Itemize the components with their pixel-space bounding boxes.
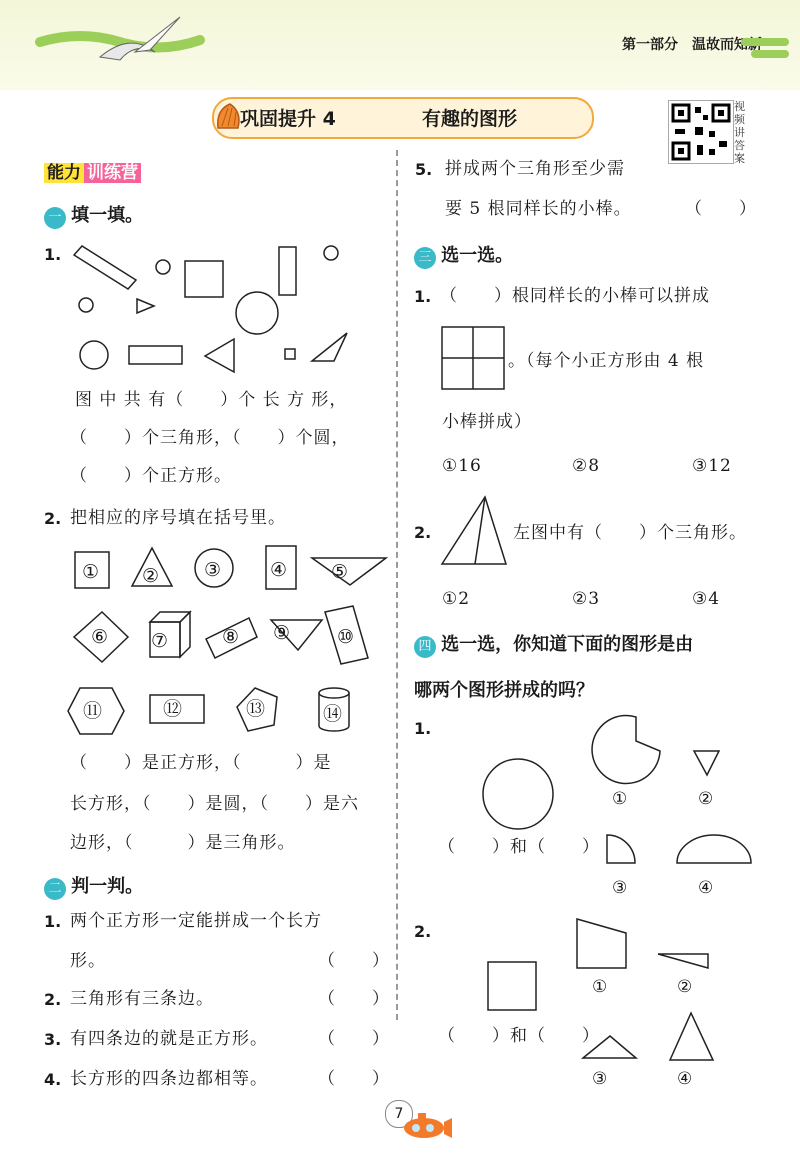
s1-q1-number: 1.: [44, 245, 62, 264]
section3-title: 选一选。: [441, 245, 514, 266]
lesson-title: 有趣的图形: [422, 108, 518, 130]
s3-q1-option3[interactable]: ③12: [692, 456, 732, 476]
s3-q2-option1[interactable]: ①2: [442, 589, 471, 609]
s3-q2-number: 2.: [414, 523, 432, 542]
part-label: 第一部分 温故而知新: [622, 37, 762, 53]
section1-title: 填一填。: [71, 205, 144, 226]
pacman-shape: [592, 716, 660, 784]
s1-q1-shapes: [70, 240, 380, 375]
trapezoid-piece: [577, 919, 626, 968]
submarine-icon: [402, 1110, 452, 1140]
square-large: [185, 261, 223, 297]
ability-tag: [44, 158, 141, 182]
s2-item5-text: 拼成两个三角形至少需: [445, 159, 625, 179]
arrow-triangle: [205, 339, 234, 372]
s1-q2-text: 把相应的序号填在括号里。: [70, 508, 286, 528]
s1-q2-line3: 边形，（ ）是三角形。: [70, 833, 296, 853]
s4-q2-label1: ①: [592, 977, 609, 997]
sector-shape: [694, 751, 719, 775]
qr-caption: 视频讲答案: [734, 100, 745, 165]
s3-q1-option1[interactable]: ①16: [442, 456, 482, 476]
s2-item1-blank[interactable]: （ ）: [318, 951, 390, 971]
s2-item3-text: 有四条边的就是正方形。: [70, 1029, 268, 1049]
section1-heading: [44, 201, 143, 229]
s4-q2-blank[interactable]: （ ）和（ ）: [438, 1026, 600, 1046]
s3-q1-option2[interactable]: ②8: [572, 456, 601, 476]
square-figure: [488, 962, 536, 1010]
s4-q1-number: 1.: [414, 719, 432, 738]
s4-q1-label3: ③: [612, 878, 629, 898]
s3-q2-option3[interactable]: ③4: [692, 589, 721, 609]
shape-label-2: ②: [142, 565, 161, 587]
s2-item3-blank[interactable]: （ ）: [318, 1029, 390, 1049]
s2-item1-text: 两个正方形一定能拼成一个长方: [70, 911, 322, 931]
small-triangle: [137, 299, 154, 313]
shape-label-11: ⑪: [83, 700, 104, 722]
s2-item2-blank[interactable]: （ ）: [318, 989, 390, 1009]
tiny-circle: [79, 298, 93, 312]
section4-badge: 四: [414, 636, 436, 658]
seagull-illustration: [40, 12, 190, 82]
tall-rectangle: [279, 247, 296, 295]
shape-label-9: ⑨: [273, 622, 292, 644]
section2-heading: [44, 872, 143, 900]
s2-item2-number: 2.: [44, 990, 62, 1009]
tiny-square: [285, 349, 295, 359]
slanted-triangle: [312, 333, 347, 361]
shape-label-5: ⑤: [331, 561, 350, 583]
thin-triangle: [658, 954, 708, 968]
s4-q2-label3: ③: [592, 1069, 609, 1089]
qr-pattern-icon: [669, 101, 733, 163]
s2-item2-text: 三角形有三条边。: [70, 989, 214, 1009]
section1-badge: 一: [44, 207, 66, 229]
section4-title-line1: 选一选，你知道下面的图形是由: [441, 634, 694, 655]
wide-rectangle: [129, 346, 182, 364]
s2-item5-number: 5.: [415, 160, 433, 179]
s4-q1-label1: ①: [612, 789, 629, 809]
s3-q2-text: 左图中有（ ）个三角形。: [513, 523, 747, 543]
tall-triangle: [670, 1013, 713, 1060]
s4-q2-label2: ②: [677, 977, 694, 997]
s1-q2-line1: （ ）是正方形，（ ）是: [70, 753, 332, 773]
s4-q2-label4: ④: [677, 1069, 694, 1089]
s3-q1-number: 1.: [414, 287, 432, 306]
s2-item4-blank[interactable]: （ ）: [318, 1069, 390, 1089]
s2-item1-number: 1.: [44, 912, 62, 931]
ability-label-b: 训练营: [84, 163, 141, 183]
big-circle: [236, 292, 278, 334]
shape-label-14: ⑭: [323, 703, 344, 725]
section2-title: 判一判。: [71, 876, 144, 897]
full-circle: [483, 759, 553, 829]
s3-q1-line2: 。（每个小正方形由 4 根: [508, 351, 705, 371]
s4-q1-label4: ④: [698, 878, 715, 898]
shape-label-10: ⑩: [337, 626, 356, 648]
s2-item1-text2: 形。: [70, 951, 106, 971]
s4-q1-blank[interactable]: （ ）和（ ）: [438, 837, 600, 857]
s1-q1-line1: 图 中 共 有（ ）个 长 方 形，: [75, 390, 348, 410]
s4-q1-label2: ②: [698, 789, 715, 809]
shape-label-6: ⑥: [91, 626, 110, 648]
s1-q2-number: 2.: [44, 509, 62, 528]
s2-item5-text2: 要 5 根同样长的小棒。: [445, 199, 632, 219]
s2-item3-number: 3.: [44, 1030, 62, 1049]
s1-q1-line3: （ ）个正方形。: [70, 466, 232, 486]
section4-heading: [414, 630, 693, 658]
shape-label-3: ③: [204, 559, 223, 581]
quarter-circle: [607, 835, 635, 863]
leaf-decoration: [745, 34, 785, 64]
s3-q1-line1: （ ）根同样长的小棒可以拼成: [440, 286, 710, 306]
small-circle-2: [324, 246, 338, 260]
small-circle: [156, 260, 170, 274]
s3-q2-option2[interactable]: ②3: [572, 589, 601, 609]
section2-badge: 二: [44, 878, 66, 900]
s3-q1-line3: 小棒拼成）: [442, 412, 532, 432]
shape-label-12: ⑫: [163, 698, 184, 720]
shape-label-13: ⑬: [246, 698, 267, 720]
qr-code[interactable]: [668, 100, 734, 164]
section3-heading: [414, 241, 513, 269]
section3-badge: 三: [414, 247, 436, 269]
section4-title-line2: 哪两个图形拼成的吗？: [414, 680, 594, 701]
lesson-label: 巩固提升 4: [240, 108, 336, 130]
s2-item4-number: 4.: [44, 1070, 62, 1089]
four-squares-figure: [442, 327, 506, 391]
split-triangle-figure: [440, 495, 510, 567]
s4-q2-number: 2.: [414, 922, 432, 941]
shape-label-8: ⑧: [222, 626, 241, 648]
s2-item4-text: 长方形的四条边都相等。: [70, 1069, 268, 1089]
shape-label-4: ④: [270, 559, 289, 581]
tilted-rectangle: [74, 246, 136, 289]
shell-icon: [214, 100, 242, 132]
s1-q2-line2: 长方形，（ ）是圆，（ ）是六: [70, 794, 359, 814]
shape-label-7: ⑦: [151, 630, 170, 652]
medium-circle: [80, 341, 108, 369]
shape-label-1: ①: [82, 561, 101, 583]
ability-label-a: 能力: [44, 163, 84, 183]
s1-q1-line2: （ ）个三角形，（ ）个圆，: [70, 428, 350, 448]
half-circle: [677, 835, 751, 863]
page-number: 7: [385, 1100, 413, 1128]
s2-item5-blank[interactable]: （ ）: [685, 199, 757, 219]
